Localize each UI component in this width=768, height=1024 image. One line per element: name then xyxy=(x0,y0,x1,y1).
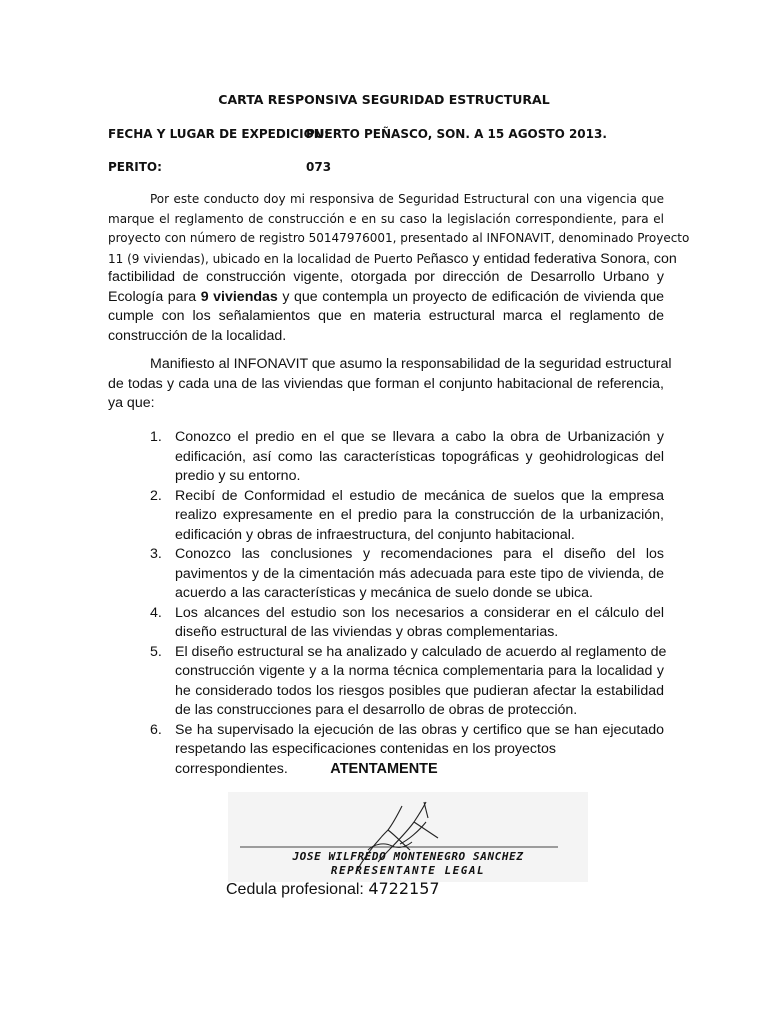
paragraph-responsiva xyxy=(108,190,690,346)
paragraph-line: Manifiesto al INFONAVIT que asumo la responsabilidad de la seguridad estructural xyxy=(150,356,672,372)
list-item-number: 4. xyxy=(150,604,162,621)
list-item-number: 6. xyxy=(150,721,162,738)
paragraph-fragment: y que contempla un proyecto de edificación de vivienda que xyxy=(277,288,664,305)
fecha-row xyxy=(108,127,607,141)
cedula-label: Cedula profesional: xyxy=(226,881,369,898)
paragraph-line: de todas y cada una de las viviendas que forman el conjunto habitacional de referencia, xyxy=(108,375,664,392)
paragraph-line: proyecto con número de registro 50147976001, presentado al INFONAVIT, denominado Proyecto xyxy=(108,231,690,245)
list-item-line: pavimentos y de la cimentación más adecuada para este tipo de vivienda, de xyxy=(175,565,664,582)
signer-name: JOSE WILFREDO MONTENEGRO SANCHEZ xyxy=(292,850,524,863)
list-item-line: predio y su entorno. xyxy=(175,468,301,484)
paragraph-line xyxy=(108,288,664,308)
list-item-line: he considerado todos los riesgos posibles que pudieran afectar la estabilidad xyxy=(175,682,664,699)
list-item-line: El diseño estructural se ha analizado y calculado de acuerdo al reglamento de xyxy=(175,643,667,660)
list-item-line: Recibí de Conformidad el estudio de mecánica de suelos que la empresa xyxy=(175,487,664,504)
paragraph-line: cumple con los señalamientos que en materia estructural marca el reglamento de xyxy=(108,308,664,324)
list-item xyxy=(150,428,664,487)
paragraph-line: marque el reglamento de construcción e en su caso la legislación correspondiente, para el xyxy=(108,211,664,226)
list-item-line: Los alcances del estudio son los necesarios a considerar en el cálculo del xyxy=(175,604,664,621)
paragraph-manifiesto xyxy=(108,355,672,414)
closing-text: ATENTAMENTE xyxy=(330,761,438,777)
signer-role: REPRESENTANTE LEGAL xyxy=(330,864,486,877)
paragraph-line: Por este conducto doy mi responsiva de Seguridad Estructural con una vigencia que xyxy=(150,192,664,206)
list-item-number: 5. xyxy=(150,643,162,660)
cedula-number: 4722157 xyxy=(368,879,440,898)
list-item-number: 2. xyxy=(150,487,162,504)
list-item-line: diseño estructural de las viviendas y obras complementarias. xyxy=(175,624,559,640)
fecha-label: FECHA Y LUGAR DE EXPEDICION: xyxy=(108,127,329,141)
list-item-number: 1. xyxy=(150,429,162,445)
list-item-line: Se ha supervisado la ejecución de las obras y certifico que se han ejecutado xyxy=(175,721,664,738)
list-item-line: construcción vigente y a la norma técnica complementaria para la localidad y xyxy=(175,663,664,679)
document-title: CARTA RESPONSIVA SEGURIDAD ESTRUCTURAL xyxy=(218,92,550,107)
perito-value: 073 xyxy=(306,160,332,174)
list-item xyxy=(150,643,667,721)
paragraph-fragment: 11 (9 viviendas), ubicado en la localidad de Puerto Pe xyxy=(108,251,431,266)
list-item-line: de las construcciones para el desarrollo de obras de protección. xyxy=(175,702,578,718)
paragraph-line: ya que: xyxy=(108,395,155,411)
fecha-value: PUERTO PEÑASCO, SON. A 15 AGOSTO 2013. xyxy=(306,127,607,141)
list-item-line: realizo expresamente en el predio para la construcción de la urbanización, xyxy=(175,507,664,523)
paragraph-fragment: Ecología para xyxy=(108,288,201,305)
list-item-number: 3. xyxy=(150,546,162,562)
list-item-line: Conozco el predio en el que se llevara a cabo la obra de Urbanización y xyxy=(175,429,664,445)
paragraph-line xyxy=(108,249,677,269)
perito-label: PERITO: xyxy=(108,160,162,174)
highlight-viviendas: 9 viviendas xyxy=(200,288,278,305)
list-item xyxy=(150,487,664,546)
paragraph-fragment: ñasco y entidad federativa Sonora, con xyxy=(430,250,677,267)
paragraph-line: factibilidad de construcción vigente, otorgada por dirección de Desarrollo Urbano y xyxy=(108,269,664,285)
list-item-line: edificación, así como las características topográficas y geohidrologicas del xyxy=(175,448,664,465)
cedula-line xyxy=(226,879,440,899)
list-item xyxy=(150,545,664,604)
paragraph-line: construcción de la localidad. xyxy=(108,327,287,344)
perito-row xyxy=(108,160,332,174)
list-item xyxy=(150,604,664,643)
list-item-line: respetando las especificaciones contenidas en los proyectos correspondientes. xyxy=(175,741,556,777)
list-item-line: Conozco las conclusiones y recomendaciones para el diseño del los xyxy=(175,546,664,562)
list-item-line: acuerdo a las características y mecánica de suelo donde se ubica. xyxy=(175,585,593,601)
list-item-line: edificación y obras de infraestructura, del conjunto habitacional. xyxy=(175,526,575,543)
